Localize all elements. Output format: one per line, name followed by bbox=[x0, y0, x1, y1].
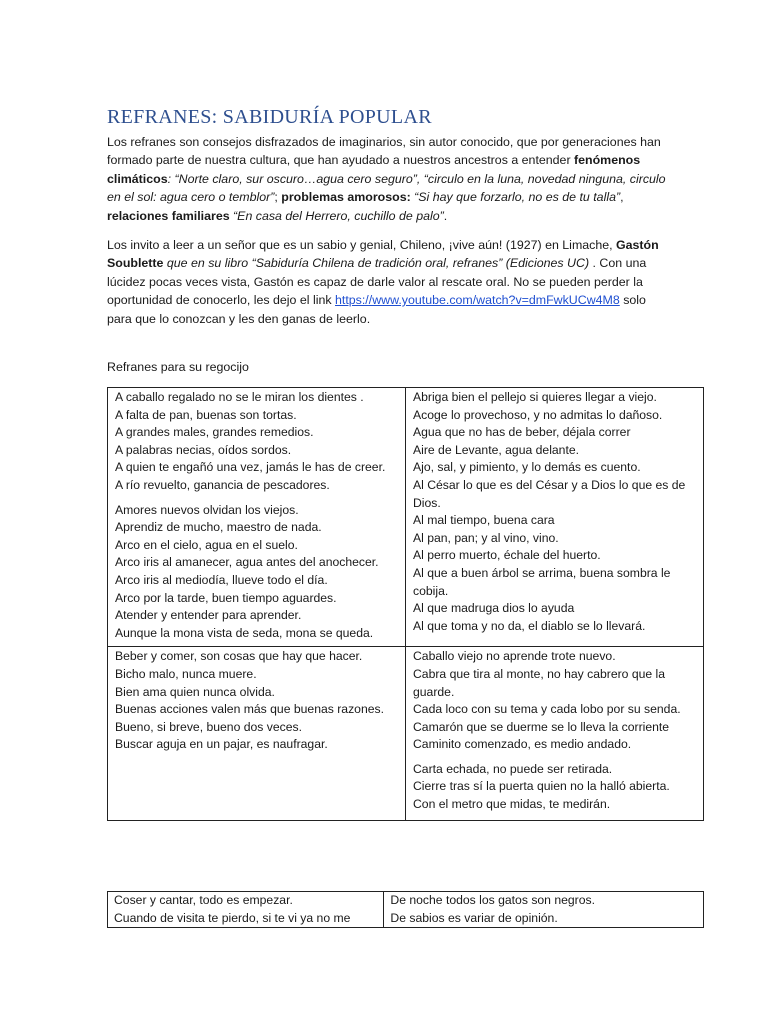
refran-line: A quien te engañó una vez, jamás le has de creer. bbox=[115, 460, 386, 475]
refran-line: Carta echada, no puede ser retirada. bbox=[413, 761, 613, 776]
para-text: . Con una lúcidez pocas veces vista, Gastón es capaz de darle valor al rescate oral. No se pueden perder la oportunidad de conocerlo, les dejo el link bbox=[107, 256, 647, 308]
document-title: REFRANES: SABIDURÍA POPULAR bbox=[107, 106, 432, 128]
book-reference: que en su libro “Sabiduría Chilena de tradición oral, refranes” (Ediciones UC) bbox=[163, 256, 590, 271]
list-group bbox=[115, 389, 398, 495]
intro-bold-climaticos: fenómenos climáticos bbox=[107, 153, 641, 186]
author-name: Gastón Soublette bbox=[107, 238, 659, 271]
list-group bbox=[413, 648, 696, 754]
refran-line: A falta de pan, buenas son tortas. bbox=[115, 407, 297, 422]
list-group bbox=[390, 892, 697, 927]
para-text: Los invito a leer a un señor que es un sabio y genial, Chileno, ¡vive aún! (1927) en Limache, bbox=[107, 238, 617, 252]
refran-line: A palabras necias, oídos sordos. bbox=[115, 442, 292, 457]
intro-text: . bbox=[443, 208, 448, 223]
refran-line: Bien ama quien nunca olvida. bbox=[115, 684, 275, 699]
refran-line: Al que toma y no da, el diablo se lo llevará. bbox=[413, 618, 646, 633]
refran-line: Bueno, si breve, bueno dos veces. bbox=[115, 719, 302, 734]
refran-line: Ajo, sal, y pimiento, y lo demás es cuento. bbox=[413, 460, 641, 475]
refran-line: Bicho malo, nunca muere. bbox=[115, 666, 257, 681]
refran-line: Buenas acciones valen más que buenas razones. bbox=[115, 702, 384, 717]
refranes-table-2 bbox=[107, 891, 704, 928]
intro-italic-amorosos: “Si hay que forzarlo, no es de tu talla” bbox=[410, 190, 621, 205]
refranes-table-1 bbox=[107, 387, 704, 821]
table-row bbox=[108, 388, 704, 647]
refran-line: Al César lo que es del César y a Dios lo que es de Dios. bbox=[413, 477, 686, 510]
refran-line: Al mal tiempo, buena cara bbox=[413, 513, 555, 528]
invitation-paragraph bbox=[107, 236, 667, 328]
refran-line: Amores nuevos olvidan los viejos. bbox=[115, 502, 299, 517]
refran-line: Buscar aguja en un pajar, es naufragar. bbox=[115, 737, 328, 752]
table-cell bbox=[108, 892, 384, 928]
refran-line: Agua que no has de beber, déjala correr bbox=[413, 425, 631, 440]
table-cell bbox=[384, 892, 704, 928]
list-group bbox=[115, 502, 398, 643]
table-cell bbox=[406, 388, 704, 647]
refran-line: Arco iris al mediodía, llueve todo el día. bbox=[115, 572, 328, 587]
refran-line: De sabios es variar de opinión. bbox=[390, 910, 558, 925]
refran-line: Caminito comenzado, es medio andado. bbox=[413, 737, 632, 752]
refran-line: Camarón que se duerme se lo lleva la corriente bbox=[413, 719, 670, 734]
list-group bbox=[413, 389, 696, 635]
list-group bbox=[413, 761, 696, 814]
refran-line: A río revuelto, ganancia de pescadores. bbox=[115, 477, 330, 492]
intro-bold-familiares: relaciones familiares bbox=[107, 208, 230, 223]
refran-line: Al que a buen árbol se arrima, buena sombra le cobija. bbox=[413, 565, 671, 598]
refran-line: Abriga bien el pellejo si quieres llegar a viejo. bbox=[413, 390, 657, 404]
table-cell bbox=[108, 647, 406, 821]
refran-line: De noche todos los gatos son negros. bbox=[390, 893, 596, 907]
refran-line: Cabra que tira al monte, no hay cabrero que la guarde. bbox=[413, 666, 666, 699]
refran-line: Acoge lo provechoso, y no admitas lo dañoso. bbox=[413, 407, 663, 422]
refran-line: Al perro muerto, échale del huerto. bbox=[413, 548, 601, 563]
refran-line: Cuando de visita te pierdo, si te vi ya no me bbox=[114, 910, 351, 925]
refran-line: Caballo viejo no aprende trote nuevo. bbox=[413, 649, 616, 664]
intro-italic-familiares: “En casa del Herrero, cuchillo de palo” bbox=[229, 208, 444, 223]
refran-line: Arco en el cielo, agua en el suelo. bbox=[115, 537, 298, 552]
refran-line: Aire de Levante, agua delante. bbox=[413, 442, 580, 457]
list-group bbox=[114, 892, 377, 927]
table-cell bbox=[406, 647, 704, 821]
intro-text: , bbox=[620, 190, 624, 205]
refran-line: Cierre tras sí la puerta quien no la halló abierta. bbox=[413, 779, 670, 794]
refran-line: Cada loco con su tema y cada lobo por su senda. bbox=[413, 702, 681, 717]
para-text: solo para que lo conozcan y les den ganas de leerlo. bbox=[107, 293, 646, 326]
intro-paragraph bbox=[107, 133, 667, 225]
refran-line: Con el metro que midas, te medirán. bbox=[413, 797, 611, 812]
table-cell bbox=[108, 388, 406, 647]
refran-line: Arco por la tarde, buen tiempo aguardes. bbox=[115, 590, 337, 605]
refran-line: Aunque la mona vista de seda, mona se queda. bbox=[115, 625, 374, 640]
intro-bold-amorosos: problemas amorosos: bbox=[281, 190, 411, 205]
refran-line: Arco iris al amanecer, agua antes del anochecer. bbox=[115, 555, 379, 570]
intro-italic-climaticos: : “Norte claro, sur oscuro…agua cero seguro”, “circulo en la luna, novedad ninguna, circulo en el sol: agua cero o temblor” bbox=[107, 171, 666, 205]
table-caption: Refranes para su regocijo bbox=[107, 360, 249, 374]
refran-line: A caballo regalado no se le miran los dientes . bbox=[115, 390, 364, 404]
refran-line: Coser y cantar, todo es empezar. bbox=[114, 893, 293, 907]
refran-line: Al pan, pan; y al vino, vino. bbox=[413, 530, 559, 545]
youtube-link[interactable]: https://www.youtube.com/watch?v=dmFwkUCw4M8 bbox=[335, 293, 620, 308]
refran-line: Al que madruga dios lo ayuda bbox=[413, 601, 575, 616]
intro-text: Los refranes son consejos disfrazados de imaginarios, sin autor conocido, que por generaciones han formado parte de nuestra cultura, que han ayudado a nuestros ancestros a entender bbox=[107, 135, 661, 168]
list-group bbox=[115, 648, 398, 754]
refran-line: Beber y comer, son cosas que hay que hacer. bbox=[115, 649, 363, 664]
refran-line: Aprendiz de mucho, maestro de nada. bbox=[115, 520, 322, 535]
table-row bbox=[108, 647, 704, 821]
intro-text: ; bbox=[274, 190, 282, 205]
table-row bbox=[108, 892, 704, 928]
refran-line: A grandes males, grandes remedios. bbox=[115, 425, 314, 440]
refran-line: Atender y entender para aprender. bbox=[115, 608, 302, 623]
